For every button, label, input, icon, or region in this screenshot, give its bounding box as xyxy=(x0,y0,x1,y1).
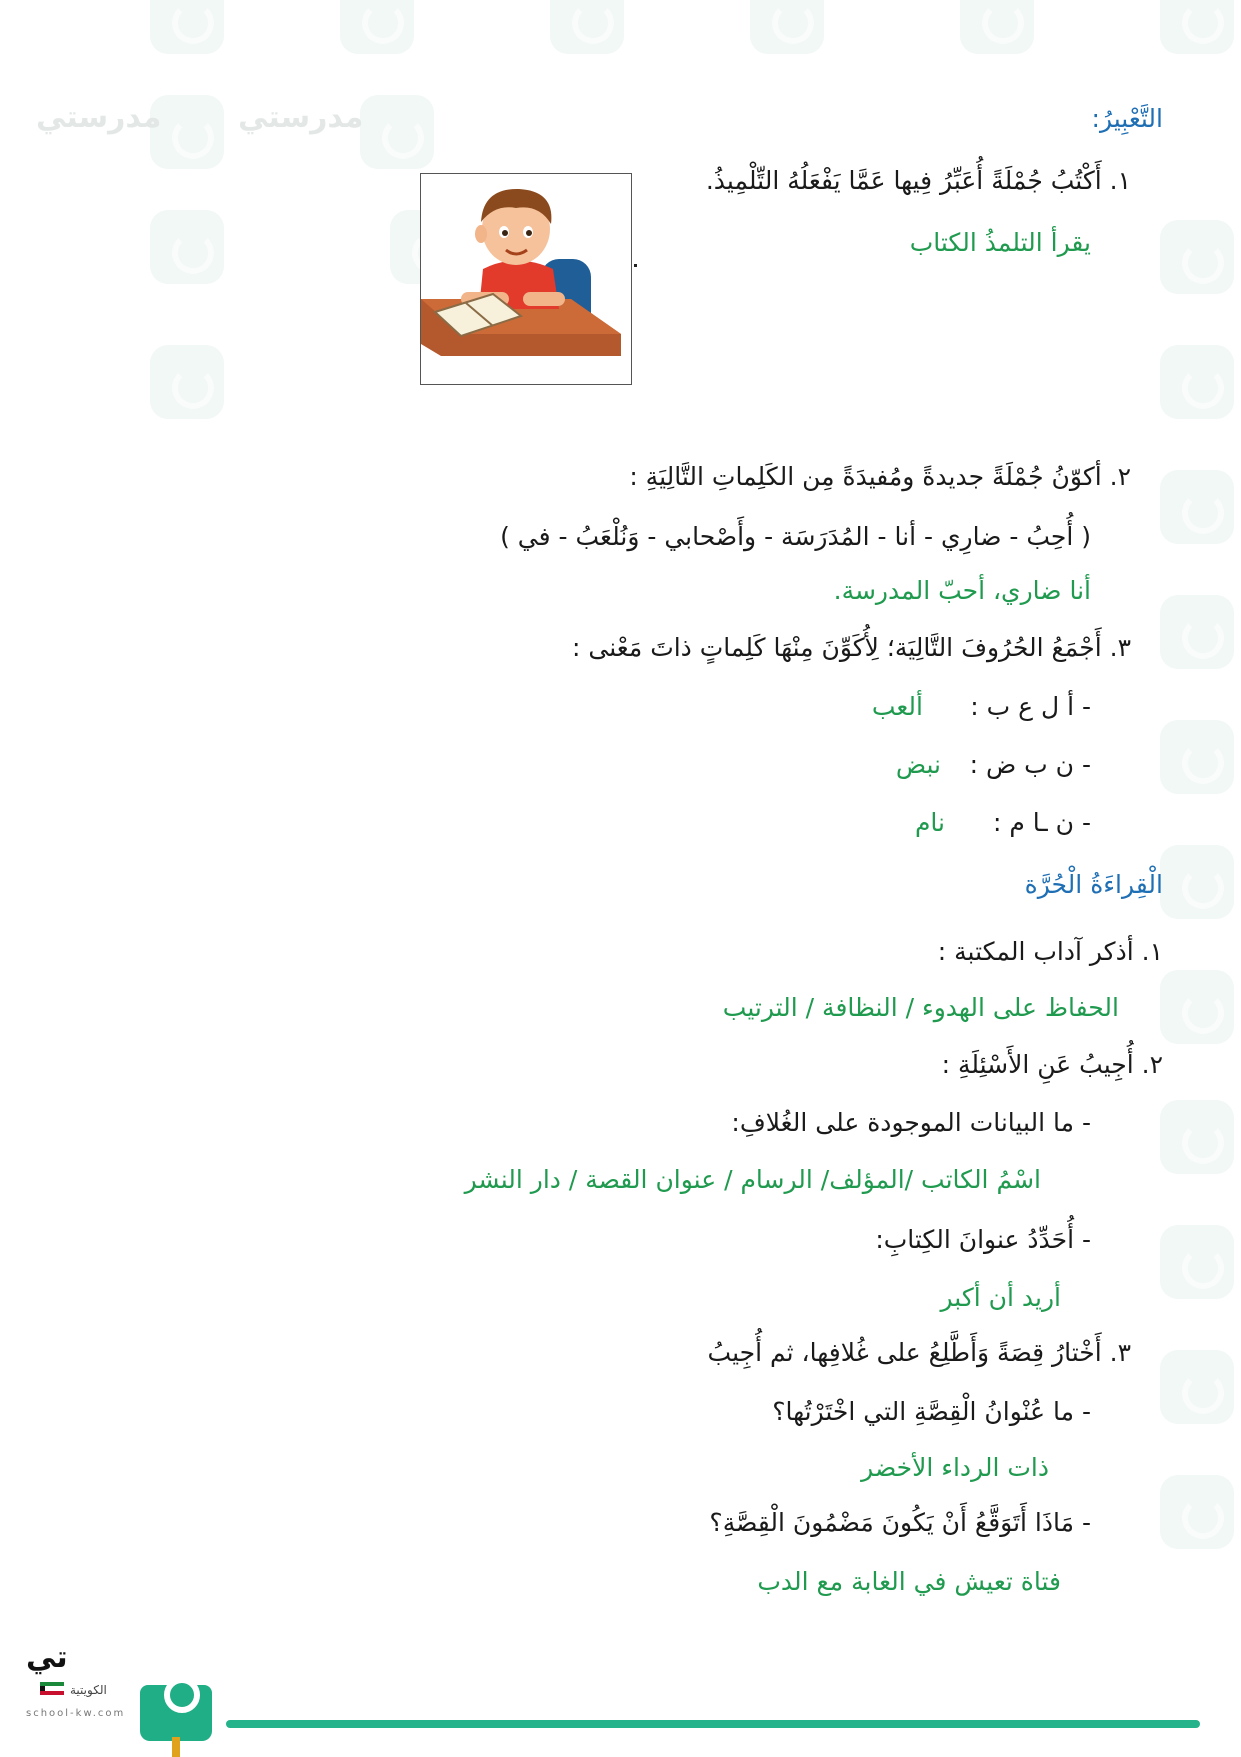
watermark-logo-icon xyxy=(750,0,824,54)
letters-item-2: - ن ب ض : xyxy=(969,750,1091,779)
reading-question-3-sub1: - ما عُنْوانُ الْقِصَّةِ التي اخْتَرْتُها؟ xyxy=(772,1397,1091,1426)
reading-question-3-sub1-answer: ذات الرداء الأخضر xyxy=(861,1453,1049,1482)
watermark-logo-icon xyxy=(1160,220,1234,294)
question-1-answer: يقرأ التلمذُ الكتاب xyxy=(909,228,1091,257)
watermark-logo-icon xyxy=(1160,1100,1234,1174)
letters-answer-2: نبض xyxy=(895,750,941,779)
watermark-logo-icon xyxy=(360,95,434,169)
watermark-logo-icon xyxy=(1160,720,1234,794)
watermark-text: مدرستي xyxy=(36,100,162,135)
watermark-logo-icon xyxy=(550,0,624,54)
watermark-logo-icon xyxy=(1160,595,1234,669)
reading-question-2-sub1: - ما البيانات الموجودة على الغُلافِ: xyxy=(731,1108,1091,1137)
reading-question-2-text: ٢. أُجِيبُ عَنِ الأَسْئِلَةِ : xyxy=(941,1050,1163,1079)
watermark-logo-icon xyxy=(1160,1225,1234,1299)
watermark-logo-icon xyxy=(1160,1350,1234,1424)
kuwait-flag-icon xyxy=(40,1682,64,1696)
watermark-logo-icon xyxy=(150,345,224,419)
reading-question-3-text: ٣. أَخْتارُ قِصَةً وَأَطَّلِعُ على غُلافِها، ثم أُجِيبُ xyxy=(707,1338,1131,1367)
watermark-logo-icon xyxy=(1160,1475,1234,1549)
question-2-text: ٢. أكوّنُ جُمْلَةً جديدةً ومُفيدَةً مِن الكَلِماتِ التَّالِيَةِ : xyxy=(629,462,1131,491)
reading-question-3-sub2-answer: فتاة تعيش في الغابة مع الدب xyxy=(757,1567,1061,1596)
watermark-logo-icon xyxy=(1160,0,1234,54)
footer-logo-text: تي xyxy=(26,1640,68,1675)
school-kw-logo-icon xyxy=(140,1685,212,1741)
reading-question-2-sub2-answer: أريد أن أكبر xyxy=(940,1283,1061,1312)
question-2-answer: أنا ضاري، أحبّ المدرسة. xyxy=(833,576,1091,605)
watermark-logo-icon xyxy=(1160,970,1234,1044)
watermark-logo-icon xyxy=(150,210,224,284)
watermark-logo-icon xyxy=(150,0,224,54)
footer-divider xyxy=(226,1720,1200,1728)
boy-reading-book-icon xyxy=(421,174,631,384)
footer-logo-subtext: الكويتية xyxy=(70,1683,107,1697)
letters-item-1: - أ ل ع ب : xyxy=(970,692,1091,721)
watermark-logo-icon xyxy=(1160,470,1234,544)
question-3-text: ٣. أَجْمَعُ الحُرُوفَ التَّالِيَة؛ لِأُكَوِّنَ مِنْهَا كَلِماتٍ ذاتَ مَعْنى : xyxy=(572,633,1131,662)
letters-answer-3: نام xyxy=(914,808,945,837)
footer-site: school-kw.com xyxy=(26,1708,126,1719)
dot-mark xyxy=(634,264,637,267)
reading-question-2-sub2: - أُحَدِّدُ عنوانَ الكِتابِ: xyxy=(875,1225,1091,1254)
question-1-text: ١. أَكْتُبُ جُمْلَةً أُعَبِّرُ فِيها عَمَّا يَفْعَلُهُ التِّلْمِيذُ. xyxy=(705,166,1131,195)
watermark-logo-icon xyxy=(1160,845,1234,919)
reading-question-1-text: ١. أذكر آداب المكتبة : xyxy=(937,937,1163,966)
reading-question-3-sub2: - مَاذَا أَتَوَقَّعُ أَنْ يَكُونَ مَضْمُونَ الْقِصَّةِ؟ xyxy=(709,1508,1091,1537)
watermark-text: مدرستي xyxy=(238,100,364,135)
free-reading-heading: الْقِراءَةُ الْحُرَّة xyxy=(1024,870,1163,899)
watermark-logo-icon xyxy=(1160,345,1234,419)
expression-heading: التَّعْبِيرُ: xyxy=(1091,104,1163,133)
watermark-logo-icon xyxy=(340,0,414,54)
letters-item-3: - ن ـا م : xyxy=(992,808,1091,837)
reading-question-2-sub1-answer: اسْمُ الكاتب /المؤلف/ الرسام / عنوان القصة / دار النشر xyxy=(464,1165,1041,1194)
boy-reading-image xyxy=(420,173,632,385)
reading-question-1-answer: الحفاظ على الهدوء / النظافة / الترتيب xyxy=(722,993,1119,1022)
question-2-words: ( أُحِبُ - ضارِي - أنا - المُدَرَسَة - وأَصْحابي - وَنُلْعَبُ - في ) xyxy=(500,522,1091,551)
letters-answer-1: ألعب xyxy=(871,692,923,721)
watermark-logo-icon xyxy=(960,0,1034,54)
